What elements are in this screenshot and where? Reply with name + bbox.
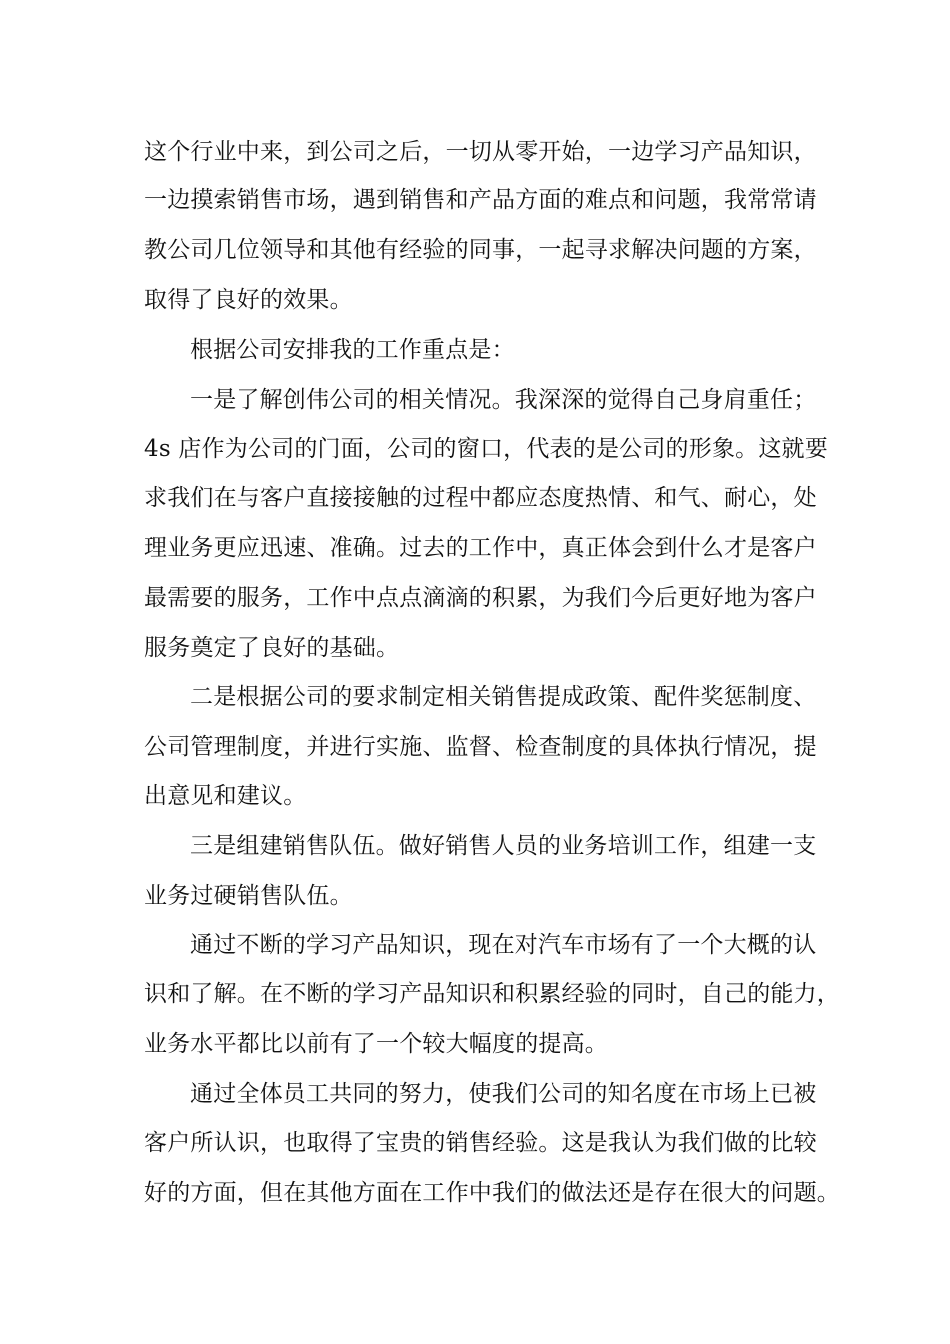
text-line: 这个行业中来，到公司之后，一切从零开始，一边学习产品知识， <box>144 139 817 165</box>
paragraph-start-line: 一是了解创伟公司的相关情况。我深深的觉得自己身肩重任； <box>190 387 817 413</box>
text-line: 业务水平都比以前有了一个较大幅度的提高。 <box>144 1031 608 1057</box>
paragraph-start-line: 三是组建销售队伍。做好销售人员的业务培训工作，组建一支 <box>190 833 817 859</box>
paragraph-start-line: 根据公司安排我的工作重点是： <box>190 337 515 363</box>
paragraph-start-line: 二是根据公司的要求制定相关销售提成政策、配件奖惩制度、 <box>190 684 817 710</box>
text-line: 公司管理制度，并进行实施、监督、检查制度的具体执行情况，提 <box>144 734 817 760</box>
text-line: 最需要的服务，工作中点点滴滴的积累，为我们今后更好地为客户 <box>144 585 817 611</box>
text-line: 一边摸索销售市场，遇到销售和产品方面的难点和问题，我常常请 <box>144 187 817 213</box>
text-line: 取得了良好的效果。 <box>144 287 353 313</box>
text-line: 识和了解。在不断的学习产品知识和积累经验的同时，自己的能力， <box>144 981 840 1007</box>
paragraph-start-line: 通过全体员工共同的努力，使我们公司的知名度在市场上已被 <box>190 1081 817 1107</box>
text-line: 业务过硬销售队伍。 <box>144 883 353 909</box>
text-line: 服务奠定了良好的基础。 <box>144 635 400 661</box>
text-line: 4s 店作为公司的门面，公司的窗口，代表的是公司的形象。这就要 <box>144 436 828 462</box>
text-line: 出意见和建议。 <box>144 783 307 809</box>
text-line: 好的方面，但在其他方面在工作中我们的做法还是存在很大的问题。 <box>144 1180 840 1206</box>
paragraph-start-line: 通过不断的学习产品知识，现在对汽车市场有了一个大概的认 <box>190 932 817 958</box>
text-line: 求我们在与客户直接接触的过程中都应态度热情、和气、耐心，处 <box>144 485 817 511</box>
text-line: 教公司几位领导和其他有经验的同事，一起寻求解决问题的方案， <box>144 237 817 263</box>
text-line: 客户所认识，也取得了宝贵的销售经验。这是我认为我们做的比较 <box>144 1130 817 1156</box>
text-line: 理业务更应迅速、准确。过去的工作中，真正体会到什么才是客户 <box>144 535 817 561</box>
